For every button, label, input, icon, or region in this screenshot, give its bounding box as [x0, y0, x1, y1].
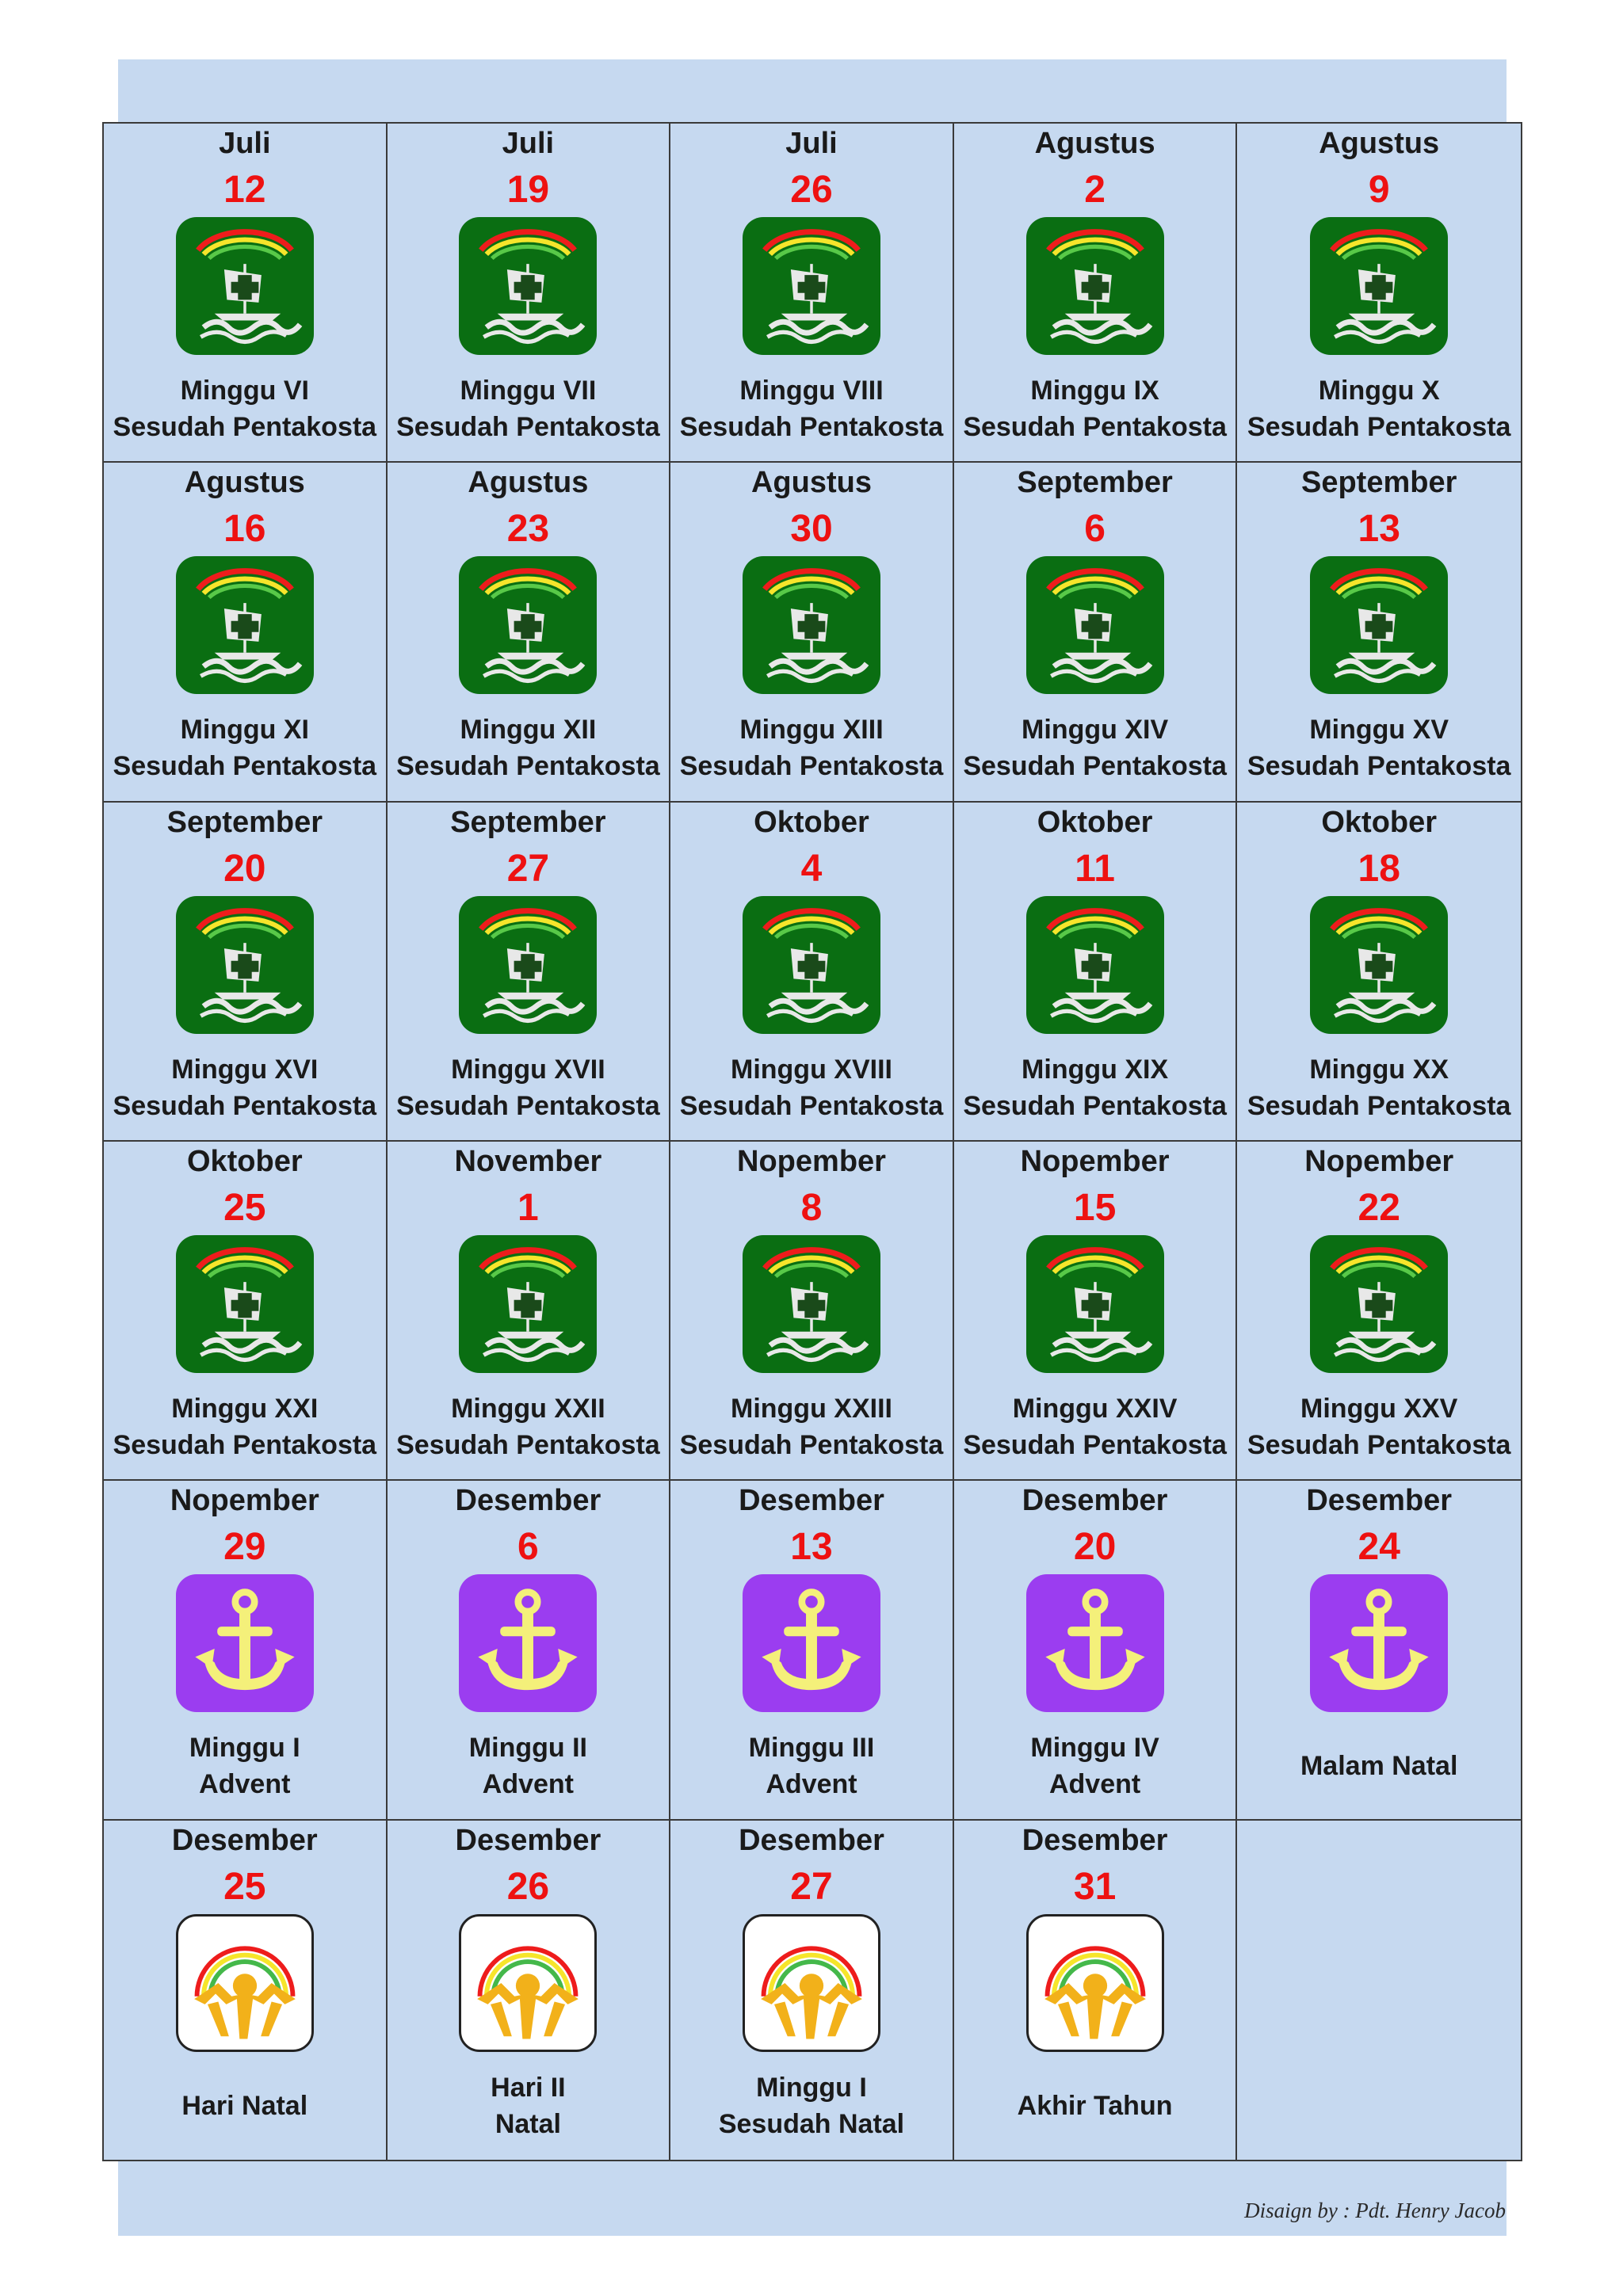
sunday-label-line2: Sesudah Pentakosta [963, 1430, 1227, 1460]
sunday-label [670, 708, 953, 788]
sunday-label-line1: Minggu XVII [451, 1054, 605, 1085]
sunday-label-line1: Minggu XVIII [731, 1054, 892, 1085]
day-number: 9 [1368, 169, 1390, 211]
day-number: 18 [1358, 847, 1400, 890]
green-ship-rainbow-icon [1026, 556, 1164, 694]
sunday-label-line2: Advent [766, 1769, 857, 1800]
calendar-cell [388, 803, 671, 1142]
sunday-label [954, 1726, 1236, 1806]
month-label: Juli [219, 127, 271, 160]
day-number: 27 [506, 847, 550, 890]
month-label: Desember [1022, 1823, 1168, 1857]
purple-anchor-icon [743, 1574, 880, 1712]
calendar-cell [1237, 1142, 1521, 1481]
calendar-cell [1237, 1481, 1521, 1820]
sunday-label [1237, 1048, 1521, 1127]
sunday-label-line2: Sesudah Pentakosta [113, 1430, 377, 1460]
day-number: 12 [223, 169, 266, 211]
month-label: Agustus [1034, 127, 1155, 160]
day-number: 11 [1075, 847, 1115, 890]
calendar-cell-empty [1237, 1821, 1521, 2160]
sunday-label [104, 1387, 386, 1466]
sunday-label-line1: Minggu I [756, 2072, 867, 2103]
sunday-label-line1: Hari II [491, 2072, 566, 2103]
sunday-label [388, 708, 670, 788]
calendar-cell [104, 803, 388, 1142]
calendar-cell [1237, 803, 1521, 1142]
month-label: Desember [739, 1823, 884, 1857]
sunday-label-line1: Minggu X [1318, 376, 1440, 406]
calendar-cell [104, 124, 388, 463]
designer-credit: Disaign by : Pdt. Henry Jacob [1244, 2199, 1506, 2222]
month-label: Nopember [737, 1145, 886, 1178]
calendar-cell [954, 1821, 1238, 2160]
day-number: 6 [517, 1526, 539, 1569]
sunday-label-line2: Advent [199, 1769, 291, 1800]
calendar-cell [104, 1821, 388, 2160]
sunday-label-line2: Sesudah Natal [718, 2108, 905, 2139]
day-number: 31 [1073, 1865, 1117, 1908]
day-number: 15 [1073, 1187, 1117, 1229]
green-ship-rainbow-icon [743, 556, 880, 694]
month-label: Desember [1022, 1484, 1168, 1518]
green-ship-rainbow-icon [743, 1235, 880, 1373]
calendar-cell [670, 1821, 954, 2160]
day-number: 25 [223, 1187, 266, 1229]
calendar-cell [388, 1142, 671, 1481]
sunday-label [670, 1726, 953, 1806]
sunday-label-line1: Minggu XXII [451, 1394, 605, 1424]
purple-anchor-icon [1310, 1574, 1448, 1712]
purple-anchor-icon [459, 1574, 597, 1712]
sunday-label-line1: Minggu XII [460, 715, 597, 746]
green-ship-rainbow-icon [459, 1235, 597, 1373]
sunday-label-line2: Advent [482, 1769, 574, 1800]
month-label: November [454, 1145, 602, 1178]
calendar-grid [102, 122, 1522, 2161]
sunday-label-line1: Minggu XV [1309, 715, 1449, 746]
sunday-label-line2: Sesudah Pentakosta [1247, 751, 1511, 782]
month-label: Nopember [1020, 1145, 1170, 1178]
day-number: 26 [506, 1865, 550, 1908]
day-number: 13 [790, 1526, 833, 1569]
sunday-label [954, 369, 1236, 448]
calendar-cell [1237, 124, 1521, 463]
green-ship-rainbow-icon [176, 1235, 314, 1373]
sunday-label-line2: Natal [495, 2108, 561, 2139]
sunday-label-line2: Sesudah Pentakosta [963, 751, 1227, 782]
sunday-label-line1: Minggu VIII [739, 376, 884, 406]
calendar-cell [1237, 463, 1521, 802]
month-label: Oktober [754, 805, 869, 839]
calendar-cell [954, 803, 1238, 1142]
sunday-label [1237, 1387, 1521, 1466]
purple-anchor-icon [176, 1574, 314, 1712]
sunday-label [1237, 708, 1521, 788]
sunday-label-line2: Sesudah Pentakosta [963, 412, 1227, 442]
sunday-label-line1: Minggu XI [180, 715, 309, 746]
white-rainbow-sun-icon [1026, 1914, 1164, 2052]
green-ship-rainbow-icon [459, 896, 597, 1034]
sunday-label-line1: Minggu I [189, 1733, 300, 1764]
sunday-label-line1: Minggu IX [1030, 376, 1159, 406]
green-ship-rainbow-icon [1310, 556, 1448, 694]
calendar-cell [104, 1142, 388, 1481]
sunday-label-line2: Sesudah Pentakosta [679, 1090, 944, 1121]
sunday-label [954, 708, 1236, 788]
white-rainbow-sun-icon [459, 1914, 597, 2052]
sunday-label-line1: Minggu XIV [1022, 715, 1169, 746]
sunday-label [670, 2066, 953, 2145]
month-label: Desember [171, 1823, 318, 1857]
month-label: Agustus [750, 466, 872, 500]
sunday-label-line1: Hari Natal [181, 2090, 308, 2121]
day-number: 6 [1084, 508, 1106, 551]
sunday-label [388, 1726, 670, 1806]
month-label: Desember [739, 1484, 884, 1518]
day-number: 30 [790, 508, 833, 551]
sunday-label-line2: Sesudah Pentakosta [679, 1430, 944, 1460]
month-label: September [1300, 466, 1457, 500]
green-ship-rainbow-icon [743, 896, 880, 1034]
sunday-label [954, 1387, 1236, 1466]
month-label: Nopember [170, 1484, 319, 1518]
calendar-cell [954, 1142, 1238, 1481]
calendar-cell [954, 463, 1238, 802]
day-number: 20 [223, 847, 266, 890]
day-number: 23 [506, 508, 550, 551]
day-number: 13 [1358, 508, 1400, 551]
day-number: 24 [1358, 1526, 1400, 1569]
calendar-cell [104, 463, 388, 802]
month-label: Juli [785, 127, 838, 160]
sunday-label [388, 2066, 670, 2145]
sunday-label [104, 369, 386, 448]
sunday-label [104, 2066, 386, 2145]
calendar-cell [388, 1821, 671, 2160]
sunday-label [388, 1048, 670, 1127]
purple-anchor-icon [1026, 1574, 1164, 1712]
sunday-label-line1: Minggu VI [180, 376, 309, 406]
calendar-cell [388, 124, 671, 463]
day-number: 26 [790, 169, 833, 211]
green-ship-rainbow-icon [1310, 1235, 1448, 1373]
sunday-label-line2: Sesudah Pentakosta [113, 1090, 377, 1121]
day-number: 29 [223, 1526, 266, 1569]
sunday-label-line2: Sesudah Pentakosta [396, 1090, 660, 1121]
day-number: 27 [790, 1865, 833, 1908]
month-label: Agustus [468, 466, 589, 500]
sunday-label-line2: Sesudah Pentakosta [113, 412, 377, 442]
day-number: 4 [800, 847, 823, 890]
sunday-label [670, 369, 953, 448]
sunday-label-line1: Minggu III [748, 1733, 875, 1764]
sunday-label-line2: Sesudah Pentakosta [679, 412, 944, 442]
calendar-cell [388, 1481, 671, 1820]
sunday-label [954, 1048, 1236, 1127]
sunday-label [670, 1387, 953, 1466]
sunday-label-line1: Minggu XXIII [731, 1394, 892, 1424]
sunday-label-line2: Sesudah Pentakosta [1247, 412, 1511, 442]
sunday-label-line1: Minggu XXI [171, 1394, 319, 1424]
month-label: Desember [455, 1484, 601, 1518]
calendar-cell [954, 1481, 1238, 1820]
sunday-label-line1: Minggu XIX [1022, 1054, 1169, 1085]
month-label: Juli [502, 127, 555, 160]
sunday-label-line1: Minggu XXV [1300, 1394, 1458, 1424]
month-label: Desember [1306, 1484, 1453, 1518]
day-number: 2 [1084, 169, 1106, 211]
month-label: Agustus [1319, 127, 1440, 160]
day-number: 1 [517, 1187, 539, 1229]
white-rainbow-sun-icon [743, 1914, 880, 2052]
month-label: Desember [455, 1823, 601, 1857]
sunday-label [104, 1726, 386, 1806]
sunday-label-line1: Minggu II [468, 1733, 587, 1764]
day-number: 8 [800, 1187, 823, 1229]
month-label: Oktober [1321, 805, 1438, 839]
sunday-label [388, 369, 670, 448]
green-ship-rainbow-icon [1026, 217, 1164, 355]
day-number: 19 [506, 169, 550, 211]
day-number: 20 [1073, 1526, 1117, 1569]
green-ship-rainbow-icon [176, 217, 314, 355]
sunday-label-line2: Sesudah Pentakosta [396, 1430, 660, 1460]
sunday-label-line2: Advent [1048, 1769, 1141, 1800]
calendar-cell [388, 463, 671, 802]
sunday-label [388, 1387, 670, 1466]
sunday-label-line1: Malam Natal [1300, 1751, 1458, 1782]
month-label: Agustus [184, 466, 305, 500]
green-ship-rainbow-icon [176, 556, 314, 694]
green-ship-rainbow-icon [1026, 896, 1164, 1034]
sunday-label [104, 1048, 386, 1127]
green-ship-rainbow-icon [1310, 217, 1448, 355]
calendar-cell [670, 1481, 954, 1820]
sunday-label [104, 708, 386, 788]
calendar-cell [670, 124, 954, 463]
month-label: Oktober [1037, 805, 1153, 839]
sunday-label-line2: Sesudah Pentakosta [963, 1090, 1227, 1121]
sunday-label-line2: Sesudah Pentakosta [679, 751, 944, 782]
month-label: Oktober [186, 1145, 303, 1178]
sunday-label [1237, 369, 1521, 448]
month-label: Nopember [1304, 1145, 1454, 1178]
sunday-label-line1: Minggu XVI [171, 1054, 319, 1085]
sunday-label-line2: Sesudah Pentakosta [113, 751, 377, 782]
green-ship-rainbow-icon [459, 217, 597, 355]
sunday-label [670, 1048, 953, 1127]
green-ship-rainbow-icon [743, 217, 880, 355]
green-ship-rainbow-icon [1026, 1235, 1164, 1373]
sunday-label [954, 2066, 1236, 2145]
calendar-cell [670, 1142, 954, 1481]
sunday-label-line1: Minggu XIII [739, 715, 884, 746]
calendar-cell [670, 463, 954, 802]
calendar-cell [104, 1481, 388, 1820]
sunday-label-line2: Sesudah Pentakosta [1247, 1090, 1511, 1121]
sunday-label-line1: Akhir Tahun [1017, 2090, 1173, 2121]
month-label: September [1017, 466, 1173, 500]
green-ship-rainbow-icon [1310, 896, 1448, 1034]
month-label: September [450, 805, 606, 839]
sunday-label-line2: Sesudah Pentakosta [396, 412, 660, 442]
sunday-label-line2: Sesudah Pentakosta [396, 751, 660, 782]
green-ship-rainbow-icon [459, 556, 597, 694]
day-number: 22 [1358, 1187, 1400, 1229]
white-rainbow-sun-icon [176, 1914, 314, 2052]
sunday-label-line1: Minggu XX [1309, 1054, 1449, 1085]
month-label: September [166, 805, 323, 839]
day-number: 16 [223, 508, 266, 551]
sunday-label-line1: Minggu IV [1030, 1733, 1159, 1764]
sunday-label-line2: Sesudah Pentakosta [1247, 1430, 1511, 1460]
sunday-label-line1: Minggu XXIV [1012, 1394, 1178, 1424]
calendar-cell [670, 803, 954, 1142]
green-ship-rainbow-icon [176, 896, 314, 1034]
sunday-label [1237, 1726, 1521, 1806]
day-number: 25 [223, 1865, 266, 1908]
sunday-label-line1: Minggu VII [460, 376, 597, 406]
calendar-cell [954, 124, 1238, 463]
